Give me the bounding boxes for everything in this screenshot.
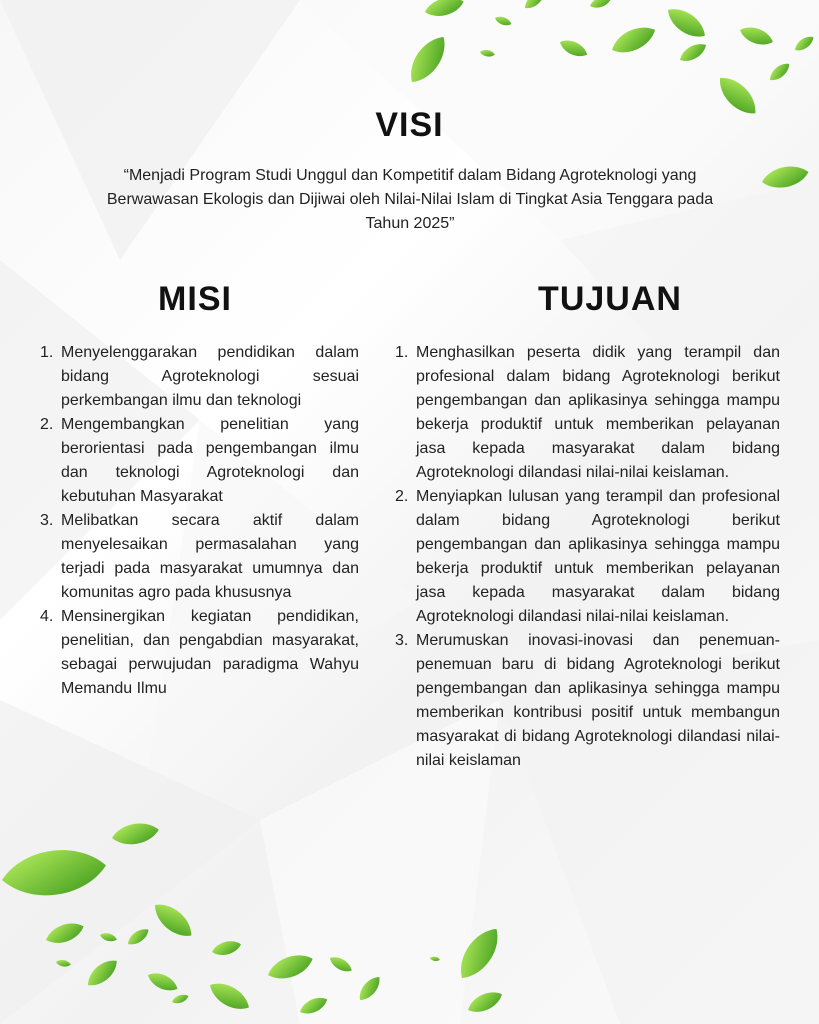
misi-item-text: Melibatkan secara aktif dalam menyelesaikan permasalahan yang terjadi pada masyarakat umumnya dan komunitas agro pada khususnya (61, 512, 359, 601)
misi-item-number: 3. (40, 512, 54, 529)
misi-item-number: 4. (40, 608, 54, 625)
tujuan-list (395, 341, 780, 773)
misi-item-text: Menyelenggarakan pendidikan dalam bidang Agroteknologi sesuai perkembangan ilmu dan teknologi (61, 344, 359, 409)
misi-item-text: Mengembangkan penelitian yang berorientasi pada pengembangan ilmu dan teknologi Agroteknologi dan kebutuhan Masyarakat (61, 416, 359, 505)
tujuan-item-text: Menghasilkan peserta didik yang terampil dan profesional dalam bidang Agroteknologi berikut pengembangan dan aplikasinya sehingga mampu bekerja produktif untuk memberikan pelayanan jasa kepada masyarakat dalam bidang Agroteknologi dilandasi nilai-nilai keislaman. (416, 344, 780, 481)
tujuan-item (395, 485, 780, 629)
tujuan-title: TUJUAN (538, 280, 682, 318)
tujuan-item-text: Menyiapkan lulusan yang terampil dan profesional dalam bidang Agroteknologi berikut pengembangan dan aplikasinya sehingga mampu bekerja produktif untuk memberikan pelayanan jasa kepada masyarakat dalam bidang Agroteknologi dilandasi nilai-nilai keislaman. (416, 488, 780, 625)
tujuan-item-text: Merumuskan inovasi-inovasi dan penemuan-penemuan baru di bidang Agroteknologi berikut pengembangan dan aplikasinya sehingga mampu memberikan kontribusi positif untuk membangun masyarakat di bidang Agroteknologi dilandasi nilai-nilai keislaman (416, 632, 780, 769)
tujuan-item-number: 3. (395, 632, 409, 649)
tujuan-item (395, 629, 780, 773)
tujuan-item-number: 2. (395, 488, 409, 505)
visi-statement: “Menjadi Program Studi Unggul dan Kompetitif dalam Bidang Agroteknologi yang Berwawasan Ekologis dan Dijiwai oleh Nilai-Nilai Islam di Tingkat Asia Tenggara pada Tahun 2025” (106, 167, 714, 232)
tujuan-item (395, 341, 780, 485)
misi-item-number: 1. (40, 344, 54, 361)
visi-title: VISI (375, 106, 444, 144)
misi-list (40, 341, 359, 701)
misi-item-number: 2. (40, 416, 54, 433)
misi-item (40, 509, 359, 605)
misi-item (40, 605, 359, 701)
misi-item-text: Mensinergikan kegiatan pendidikan, penelitian, dan pengabdian masyarakat, sebagai perwujudan paradigma Wahyu Memandu Ilmu (61, 608, 359, 697)
misi-item (40, 413, 359, 509)
misi-title: MISI (158, 280, 232, 318)
tujuan-item-number: 1. (395, 344, 409, 361)
misi-item (40, 341, 359, 413)
